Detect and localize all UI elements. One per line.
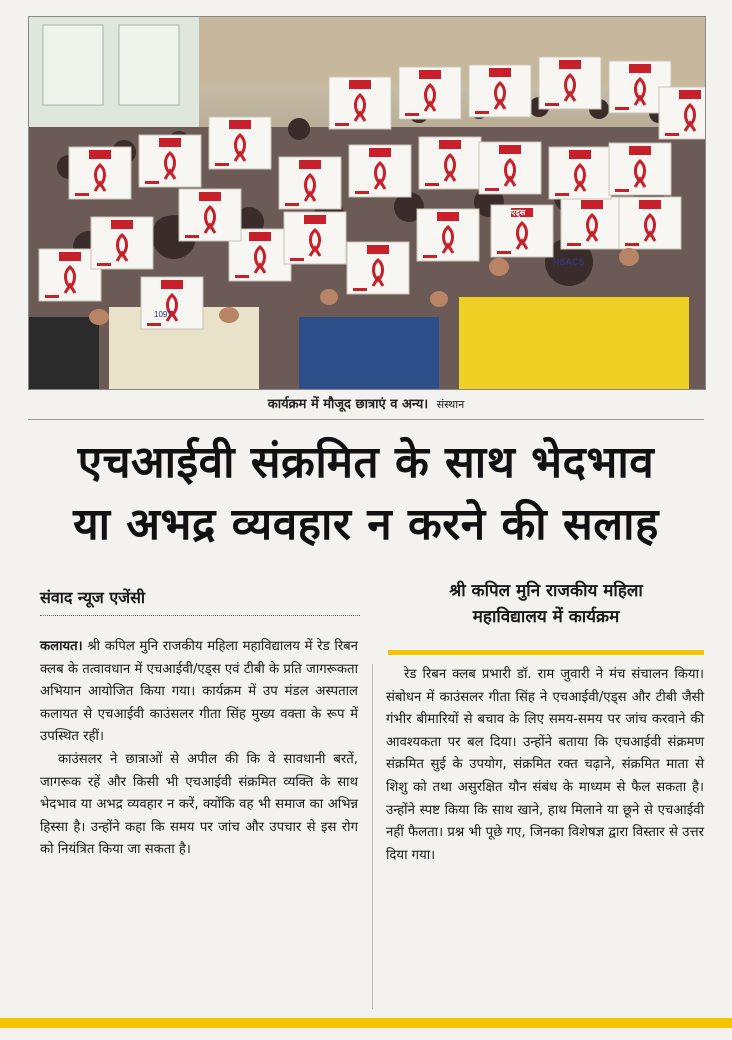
photo-credit: संस्थान (436, 398, 465, 411)
news-photo (28, 16, 706, 390)
headline (28, 432, 704, 556)
headline-line-2: या अभद्र व्यवहार न करने की सलाह (73, 499, 659, 550)
subhead-accent-bar (388, 650, 704, 655)
placard-helpline-label: 1097 (154, 310, 172, 319)
headline-line-1: एचआईवी संक्रमित के साथ भेदभाव (77, 437, 655, 488)
placard-header-label: एड्स (511, 208, 526, 217)
placard-org-label: HSACS (553, 257, 585, 267)
caption-rule (28, 419, 704, 420)
subhead-line-1: श्री कपिल मुनि राजकीय महिला (449, 581, 643, 601)
column-divider (372, 664, 373, 1009)
paragraph: काउंसलर ने छात्राओं से अपील की कि वे सावधानी बरतें, जागरूक रहें और किसी भी एचआईवी संक्रमित व्यक्ति के साथ भेदभाव या अभद्र व्यवहार न करें, क्योंकि वह भी समाज का अभिन्न हिस्सा है। उन्होंने कहा कि समय पर जांच और उपचार से इस रोग को नियंत्रित किया जा सकता है। (40, 751, 358, 858)
subhead (388, 578, 704, 630)
paragraph-text: श्री कपिल मुनि राजकीय महिला महाविद्यालय में रेड रिबन क्लब के तत्वावधान में एचआईवी/एड्स एवं टीबी के प्रति जागरूकता अभियान आयोजित किया गया। कार्यक्रम में उप मंडल अस्पताल कलायत से एचआईवी काउंसलर गीता सिंह मुख्य वक्ता के रूप में उपस्थित रहीं। (40, 639, 358, 745)
caption-text: कार्यक्रम में मौजूद छात्राएं व अन्य। (267, 397, 429, 412)
dateline: कलायत। (40, 639, 83, 654)
subhead-line-2: महाविद्यालय में कार्यक्रम (472, 607, 620, 627)
bottom-accent-bar (0, 1018, 732, 1028)
paragraph (40, 636, 358, 749)
photo-illustration (29, 17, 705, 389)
article-column-left (40, 636, 358, 862)
byline: संवाद न्यूज एजेंसी (40, 588, 146, 607)
article-column-right (386, 664, 704, 867)
byline-rule (40, 615, 360, 616)
paragraph: रेड रिबन क्लब प्रभारी डॉ. राम जुवारी ने मंच संचालन किया। संबोधन में काउंसलर गीता सिंह ने एचआईवी/एड्स और टीबी जैसी गंभीर बीमारियों से बचाव के लिए समय-समय पर जांच करवाने की आवश्यकता पर बल दिया। उन्होंने बताया कि एचआईवी संक्रमण संक्रमित सुई के उपयोग, संक्रमित रक्त चढ़ाने, संक्रमित माता से शिशु को तथा असुरक्षित यौन संबंध के माध्यम से फैल सकता है। उन्होंने स्पष्ट किया कि साथ खाने, हाथ मिलाने या छूने से एचआईवी नहीं फैलता। प्रश्न भी पूछे गए, जिनका विशेषज्ञ द्वारा विस्तार से उत्तर दिया गया। (386, 667, 704, 863)
photo-caption (28, 394, 704, 412)
